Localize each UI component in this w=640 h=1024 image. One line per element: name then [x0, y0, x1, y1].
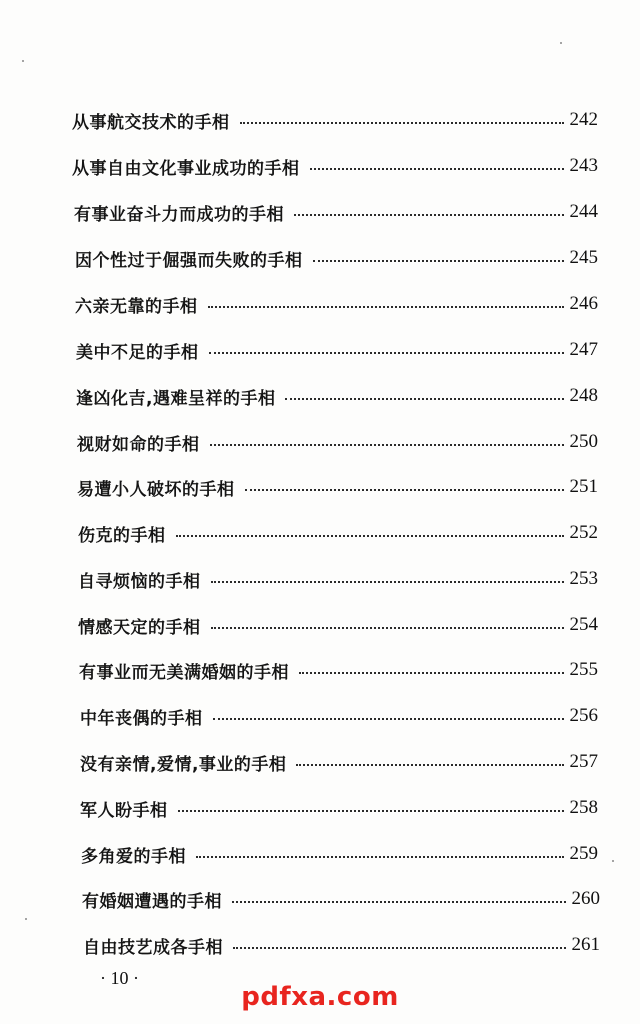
toc-entry-title: 自由技艺成各手相	[83, 937, 223, 958]
toc-entry-title: 从事自由文化事业成功的手相	[72, 158, 300, 179]
toc-leader-dots	[294, 212, 564, 216]
toc-leader-dots	[310, 166, 564, 170]
toc-leader-dots	[245, 487, 564, 491]
toc-entry-page: 261	[571, 934, 600, 955]
toc-entry-page: 254	[569, 614, 598, 635]
toc-leader-dots	[232, 899, 566, 903]
toc-entry	[82, 884, 600, 914]
toc-entry-page: 253	[569, 568, 598, 589]
toc-entry-page: 259	[569, 843, 598, 864]
toc-entry-title: 从事航交技术的手相	[72, 112, 230, 133]
toc-entry-title: 多角爱的手相	[81, 846, 186, 867]
toc-entry-title: 自寻烦恼的手相	[78, 571, 201, 592]
toc-entry-title: 易遭小人破坏的手相	[77, 479, 235, 500]
toc-entry	[77, 472, 598, 502]
toc-entry	[80, 747, 598, 777]
toc-entry	[74, 197, 598, 227]
toc-entry-title: 因个性过于倔强而失败的手相	[75, 250, 303, 271]
toc-entry-page: 246	[569, 293, 598, 314]
toc-entry-page: 250	[569, 431, 598, 452]
toc-entry	[80, 701, 598, 731]
toc-entry	[83, 930, 600, 960]
toc-leader-dots	[240, 120, 564, 124]
toc-entry-title: 美中不足的手相	[76, 342, 199, 363]
toc-entry	[77, 427, 598, 457]
toc-leader-dots	[213, 716, 564, 720]
toc-entry	[72, 105, 598, 135]
toc-entry-title: 伤克的手相	[78, 525, 166, 546]
toc-leader-dots	[178, 808, 564, 812]
toc-leader-dots	[313, 258, 564, 262]
toc-entry	[76, 335, 598, 365]
toc-entry	[76, 381, 598, 411]
toc-leader-dots	[211, 579, 564, 583]
toc-entry	[72, 151, 598, 181]
toc-leader-dots	[233, 945, 566, 949]
watermark-text: pdfxa.com	[241, 982, 399, 1012]
toc-leader-dots	[176, 533, 564, 537]
scan-speck	[22, 60, 24, 62]
toc-entry	[81, 839, 598, 869]
scan-speck	[25, 918, 27, 920]
toc-entry-page: 260	[571, 888, 600, 909]
scan-speck	[560, 42, 562, 44]
toc-leader-dots	[296, 762, 563, 766]
toc-entry-title: 视财如命的手相	[77, 434, 200, 455]
toc-leader-dots	[210, 442, 564, 446]
toc-leader-dots	[299, 670, 564, 674]
toc-entry-page: 252	[569, 522, 598, 543]
toc-entry-title: 有事业而无美满婚姻的手相	[79, 662, 289, 683]
toc-entry-page: 244	[569, 201, 598, 222]
toc-entry	[75, 243, 598, 273]
toc-entry-title: 情感天定的手相	[78, 617, 201, 638]
toc-entry	[80, 793, 598, 823]
toc-entry-page: 245	[569, 247, 598, 268]
page-number: · 10 ·	[100, 968, 139, 988]
toc-entry-page: 256	[569, 705, 598, 726]
toc-entry-page: 251	[569, 476, 598, 497]
toc-entry-page: 248	[569, 385, 598, 406]
toc-leader-dots	[208, 304, 564, 308]
toc-entry-page: 257	[569, 751, 598, 772]
toc-entry-title: 军人盼手相	[80, 800, 168, 821]
toc-leader-dots	[211, 625, 564, 629]
toc-entry	[78, 564, 598, 594]
toc-entry	[75, 289, 598, 319]
toc-leader-dots	[209, 350, 564, 354]
toc-entry	[78, 610, 598, 640]
toc-entry-title: 六亲无靠的手相	[75, 296, 198, 317]
toc-entry-page: 242	[569, 109, 598, 130]
toc-entry-page: 243	[569, 155, 598, 176]
toc-entry-title: 中年丧偶的手相	[80, 708, 203, 729]
scan-speck	[612, 860, 614, 862]
toc-entry-title: 有婚姻遭遇的手相	[82, 891, 222, 912]
toc-entry-page: 258	[569, 797, 598, 818]
toc-entry-title: 有事业奋斗力而成功的手相	[74, 204, 284, 225]
toc-entry-title: 没有亲情,爱情,事业的手相	[80, 754, 287, 775]
toc-entry	[78, 518, 598, 548]
toc-leader-dots	[285, 396, 563, 400]
toc-entry-page: 255	[569, 659, 598, 680]
toc-entry-page: 247	[569, 339, 598, 360]
toc-leader-dots	[196, 854, 564, 858]
toc-entry	[79, 655, 598, 685]
toc-entry-title: 逢凶化吉,遇难呈祥的手相	[76, 388, 276, 409]
